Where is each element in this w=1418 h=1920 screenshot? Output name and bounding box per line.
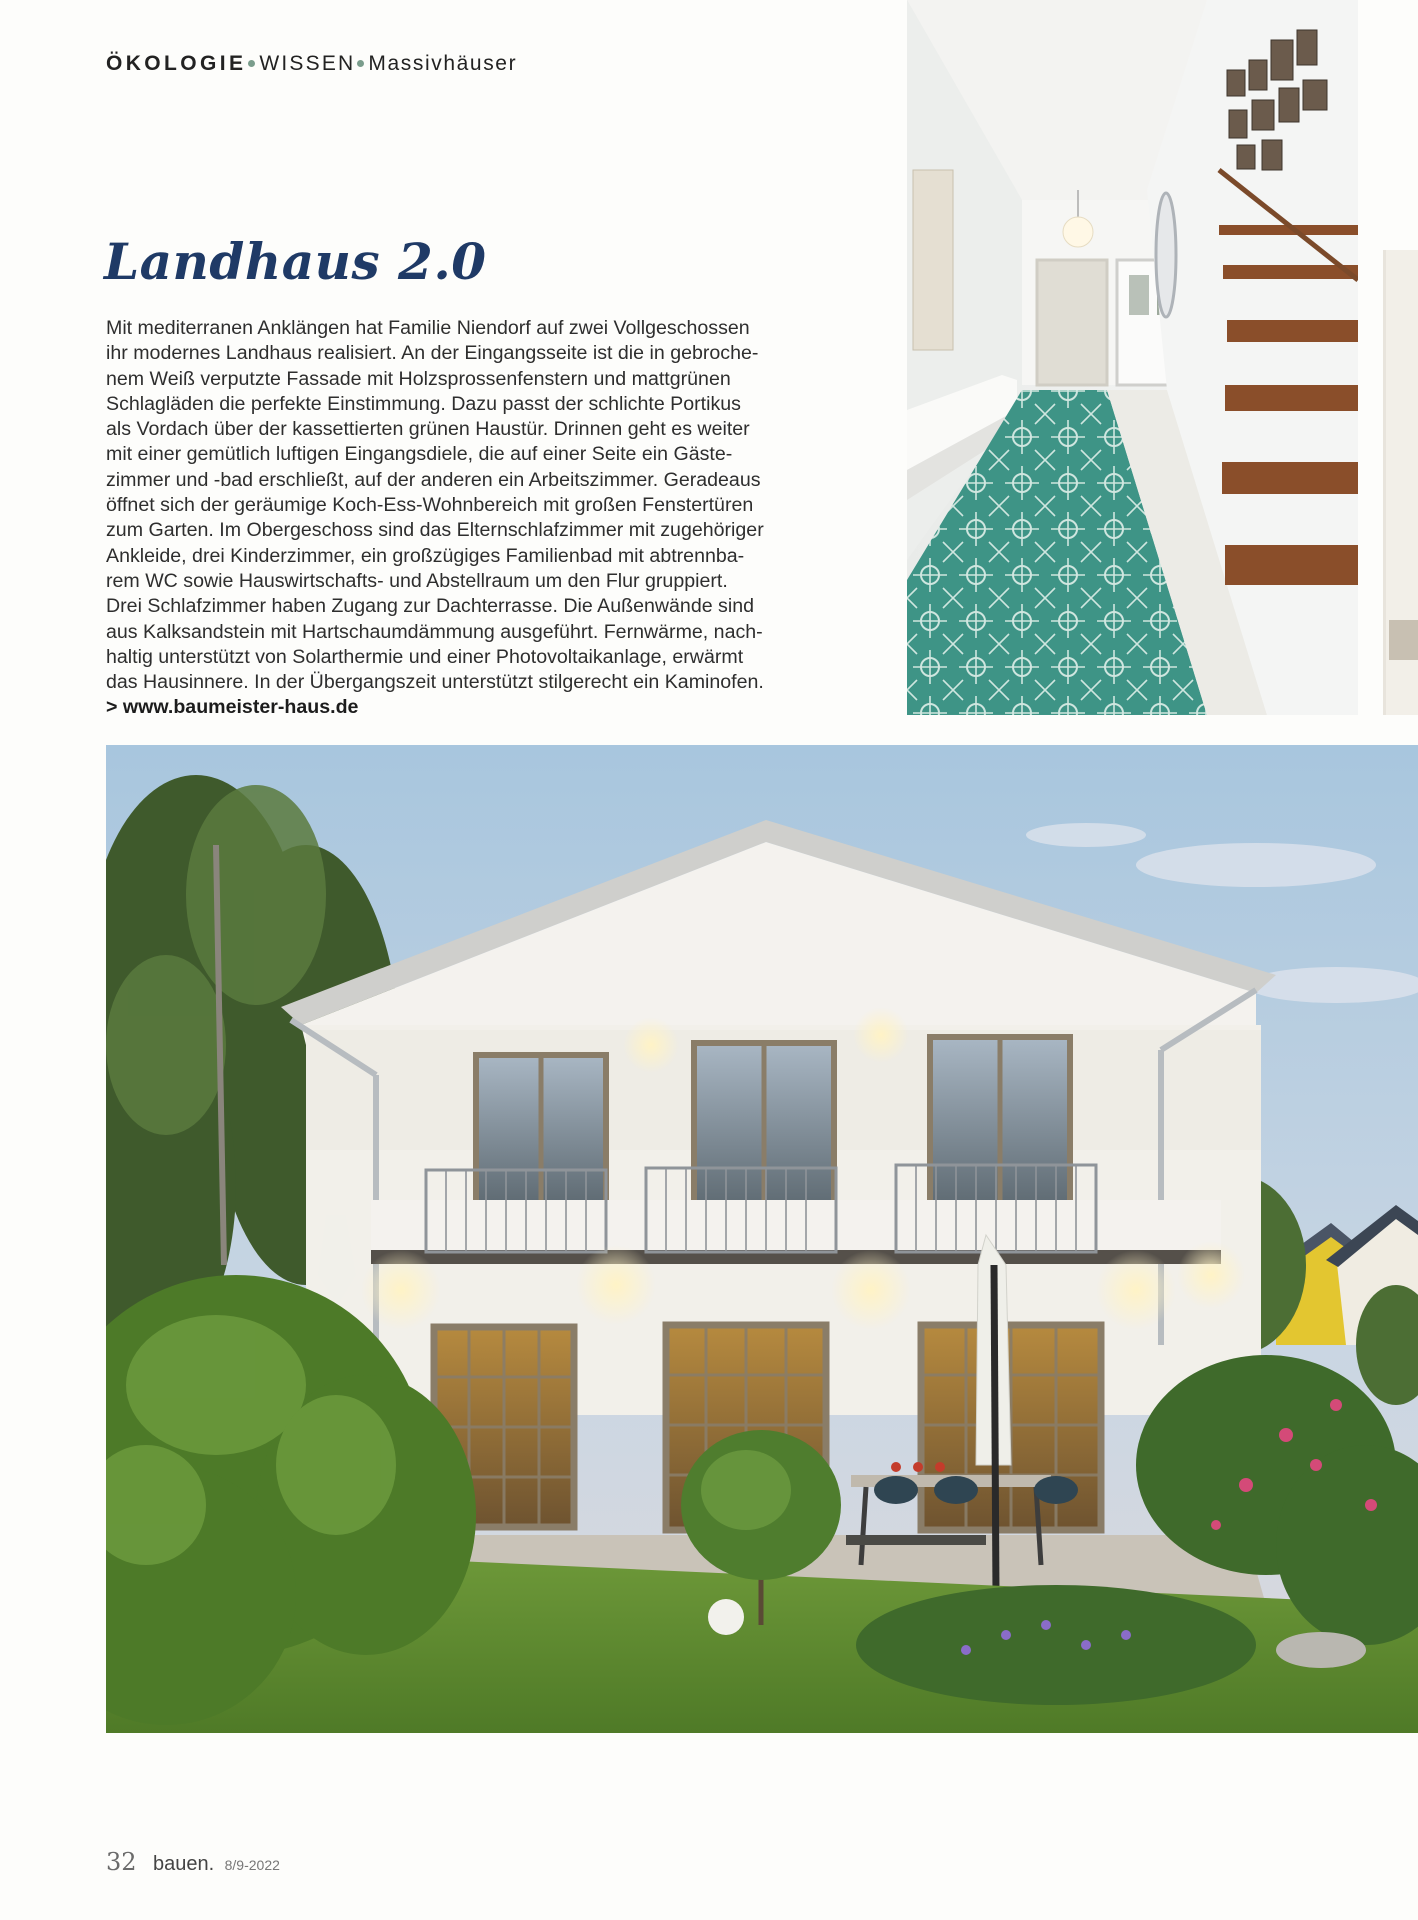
article-body [106,316,842,695]
body-line: als Vordach über der kassettierten grünen Haustür. Drinnen geht es weiter [106,418,750,441]
page-footer [106,1848,280,1876]
body-line: nem Weiß verputzte Fassade mit Holzsprossenfenstern und mattgrünen [106,367,731,390]
website-link[interactable]: > www.baumeister-haus.de [106,696,359,718]
cropped-side-photo [1383,250,1418,715]
hallway-photo [907,0,1358,715]
house-exterior-photo [106,745,1418,1733]
body-line: mit einer gemütlich luftigen Eingangsdiele, die auf einer Seite ein Gäste- [106,443,733,466]
body-line: Schlagläden die perfekte Einstimmung. Dazu passt der schlichte Portikus [106,392,741,415]
page-number: 32 [106,1848,137,1876]
body-line: Mit mediterranen Anklängen hat Familie Niendorf auf zwei Vollgeschossen [106,317,750,339]
dot-separator-icon [248,60,255,67]
body-line: ihr modernes Landhaus realisiert. An der Eingangsseite ist die in gebroche- [106,342,759,365]
breadcrumb-category: WISSEN [259,52,356,75]
body-line: aus Kalksandstein mit Hartschaumdämmung ausgeführt. Fernwärme, nach- [106,620,763,643]
breadcrumb [106,52,517,76]
body-line: öffnet sich der geräumige Koch-Ess-Wohnbereich mit großen Fenstertüren [106,494,754,517]
body-line: das Hausinnere. In der Übergangszeit unterstützt stilgerecht ein Kaminofen. [106,671,764,694]
body-line: rem WC sowie Hauswirtschafts- und Abstellraum um den Flur gruppiert. [106,569,728,592]
magazine-name: bauen. [153,1853,215,1875]
body-line: Drei Schlafzimmer haben Zugang zur Dachterrasse. Die Außenwände sind [106,595,754,618]
breadcrumb-topic: Massivhäuser [368,52,518,75]
dot-separator-icon [357,60,364,67]
breadcrumb-section: ÖKOLOGIE [106,52,247,75]
body-line: haltig unterstützt von Solarthermie und einer Photovoltaikanlage, erwärmt [106,645,744,668]
article-title: Landhaus 2.0 [104,232,487,291]
issue-date: 8/9-2022 [224,1857,280,1873]
body-line: zum Garten. Im Obergeschoss sind das Elternschlafzimmer mit zugehöriger [106,519,764,542]
body-line: Ankleide, drei Kinderzimmer, ein großzügiges Familienbad mit abtrennba- [106,544,745,567]
body-line: zimmer und -bad erschließt, auf der anderen ein Arbeitszimmer. Geradeaus [106,468,761,491]
